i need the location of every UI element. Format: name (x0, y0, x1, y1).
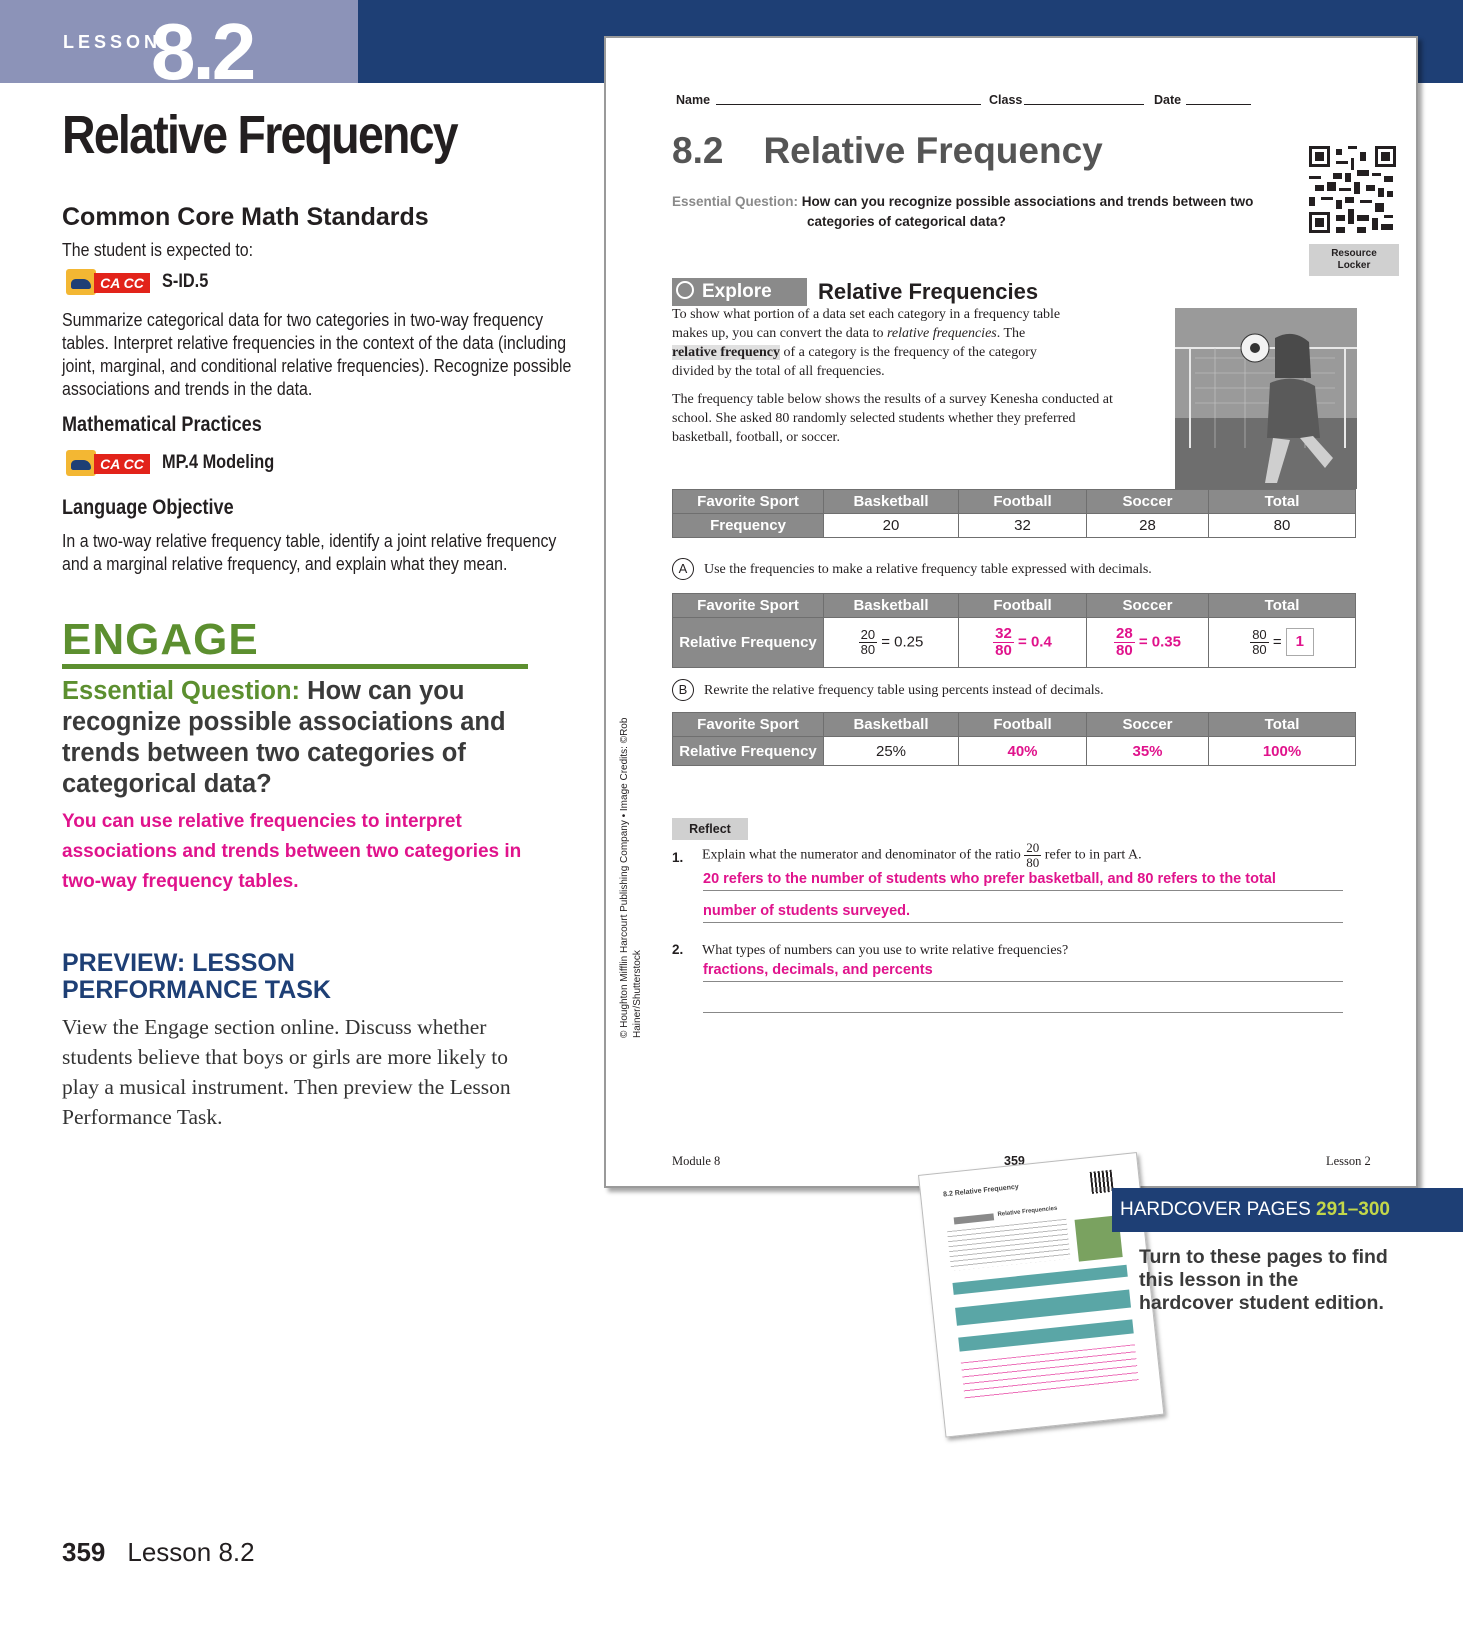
preview-text: View the Engage section online. Discuss whether students believe that boys or girls are more likely to play a musical instrument. Then preview the Lesson Performance Task. (62, 1015, 511, 1129)
language-objective: In a two-way relative frequency table, identify a joint relative frequency and a marginal relative frequency, and explain what they mean. (62, 530, 557, 574)
q2-number: 2. (672, 942, 684, 957)
thumbnail-qr-icon (1090, 1170, 1114, 1194)
part-b-prompt: B Rewrite the relative frequency table using percents instead of decimals. (672, 679, 1104, 701)
thumbnail-title: 8.2 Relative Frequency (942, 1183, 1020, 1199)
hardcover-instruction: Turn to these pages to find this lesson in the hardcover student edition. (1139, 1246, 1388, 1314)
student-footer-lesson: Lesson 2 (1326, 1154, 1371, 1168)
th-football: Football (959, 594, 1087, 618)
engage-heading: ENGAGE (62, 615, 259, 664)
thumbnail-subheading: Relative Frequencies (997, 1205, 1058, 1218)
row-label-relative-frequency: Relative Frequency (673, 737, 824, 766)
q1-number: 1. (672, 850, 684, 865)
freq-soccer: 28 (1087, 514, 1209, 538)
standards-heading: Common Core Math Standards (62, 203, 429, 231)
image-credit: © Houghton Mifflin Harcourt Publishing Company • Image Credits: ©Rob Hainer/Shutterstock (619, 717, 643, 1038)
class-label: Class (989, 93, 1023, 107)
frequency-table (672, 489, 1356, 538)
lesson-word: LESSON (63, 32, 162, 52)
name-label: Name (676, 93, 711, 107)
q1-answer-line-2[interactable]: number of students surveyed. (703, 900, 1343, 923)
thumbnail-answers (961, 1344, 1139, 1402)
class-field[interactable] (1024, 104, 1144, 105)
standard-code: S-ID.5 (162, 271, 209, 292)
thumbnail-text-lines (947, 1219, 1071, 1271)
page-title: Relative Frequency (62, 105, 457, 165)
th-favorite-sport: Favorite Sport (673, 594, 824, 618)
q1-text: Explain what the numerator and denominator of the ratio $\frac{20}{80}$ refer to in part A. (702, 840, 1142, 870)
dec-basketball: $\frac{20}{80}$ = 0.25 (824, 618, 959, 668)
standards-intro: The student is expected to: (62, 239, 254, 260)
date-field[interactable] (1186, 104, 1251, 105)
pct-football[interactable]: 40% (959, 737, 1087, 766)
student-essential-question: Essential Question: How can you recognize possible associations and trends between two categories of categorical data? (672, 194, 1254, 229)
freq-basketball: 20 (824, 514, 959, 538)
preview-heading: PREVIEW: LESSON PERFORMANCE TASK (62, 949, 331, 1004)
ca-cc-logo-icon: CA CC (64, 448, 152, 478)
student-footer-module: Module 8 (672, 1154, 721, 1168)
total-answer-box[interactable]: 1 (1286, 628, 1314, 656)
th-soccer: Soccer (1087, 490, 1209, 514)
th-soccer: Soccer (1087, 594, 1209, 618)
student-footer-page: 359 (1004, 1154, 1025, 1168)
dec-total[interactable]: $\frac{80}{80}$ = 1 (1209, 618, 1356, 668)
essential-question-answer: You can use relative frequencies to interpret associations and trends between two categories in two-way frequency tables. (62, 811, 522, 892)
q1-answer-line-1[interactable]: 20 refers to the number of students who prefer basketball, and 80 refers to the total (703, 868, 1343, 891)
part-a-prompt: A Use the frequencies to make a relative frequency table expressed with decimals. (672, 558, 1152, 580)
row-label-frequency: Frequency (673, 514, 824, 538)
thumbnail-table-1 (952, 1265, 1127, 1295)
thumbnail-table-2 (955, 1290, 1131, 1326)
standard-description: Summarize categorical data for two categories in two-way frequency tables. Interpret relative frequencies in the context of the data (including joint, marginal, and conditional relative frequencies). Recognize possible associations and trends in the data. (62, 309, 572, 399)
name-field[interactable] (716, 104, 981, 105)
essential-question: Essential Question: How can you recognize possible associations and trends between two categories of categorical data? (62, 677, 506, 798)
qr-code-icon[interactable] (1309, 146, 1396, 233)
th-total: Total (1209, 594, 1356, 618)
compass-icon (676, 281, 694, 299)
th-football: Football (959, 713, 1087, 737)
ca-cc-logo-icon: CA CC (64, 267, 152, 297)
freq-total: 80 (1209, 514, 1356, 538)
page-footer: 359 Lesson 8.2 (62, 1537, 255, 1567)
freq-football: 32 (959, 514, 1087, 538)
th-favorite-sport: Favorite Sport (673, 490, 824, 514)
std-badge-row (64, 267, 216, 297)
student-page-title: 8.2 Relative Frequency (672, 130, 1103, 171)
th-favorite-sport: Favorite Sport (673, 713, 824, 737)
th-total: Total (1209, 713, 1356, 737)
reflect-label: Reflect (672, 818, 748, 840)
dec-soccer[interactable]: $\frac{28}{80}$ = 0.35 (1087, 618, 1209, 668)
explore-paragraph-2: The frequency table below shows the results of a survey Kenesha conducted at school. She asked 80 randomly selected students whether they preferred basketball, football, or soccer. (672, 392, 1113, 445)
th-basketball: Basketball (824, 713, 959, 737)
student-page (604, 36, 1418, 1188)
explore-paragraph-1: To show what portion of a data set each category in a frequency table makes up, you can convert the data to relative frequencies. The relative frequency of a category is the frequency of the category divided by the total of all frequencies. (672, 307, 1061, 379)
thumbnail-explore-tag (954, 1213, 995, 1224)
relative-frequency-decimal-table (672, 593, 1356, 668)
language-heading: Language Objective (62, 496, 234, 519)
row-label-relative-frequency: Relative Frequency (673, 618, 824, 668)
relative-frequency-percent-table (672, 712, 1356, 766)
explore-heading: Relative Frequencies (818, 279, 1039, 304)
th-football: Football (959, 490, 1087, 514)
q2-answer-line-1[interactable]: fractions, decimals, and percents (703, 959, 1343, 982)
lesson-number: 8.2 (151, 7, 254, 96)
practice-badge-row (64, 448, 293, 478)
pct-soccer[interactable]: 35% (1087, 737, 1209, 766)
pct-total[interactable]: 100% (1209, 737, 1356, 766)
th-basketball: Basketball (824, 594, 959, 618)
hardcover-pages-bar: HARDCOVER PAGES 291–300 (1112, 1188, 1463, 1232)
date-label: Date (1154, 93, 1182, 107)
engage-divider (62, 664, 528, 669)
th-basketball: Basketball (824, 490, 959, 514)
q2-answer-line-2[interactable] (703, 1012, 1343, 1013)
explore-tag: Explore (672, 278, 807, 306)
practice-code: MP.4 Modeling (162, 452, 275, 473)
th-soccer: Soccer (1087, 713, 1209, 737)
resource-locker-button[interactable]: Resource Locker (1309, 244, 1399, 276)
pct-basketball: 25% (824, 737, 959, 766)
dec-football[interactable]: $\frac{32}{80}$ = 0.4 (959, 618, 1087, 668)
th-total: Total (1209, 490, 1356, 514)
soccer-player-photo (1175, 308, 1357, 489)
practices-heading: Mathematical Practices (62, 413, 262, 436)
q2-text: What types of numbers can you use to write relative frequencies? (702, 943, 1069, 958)
